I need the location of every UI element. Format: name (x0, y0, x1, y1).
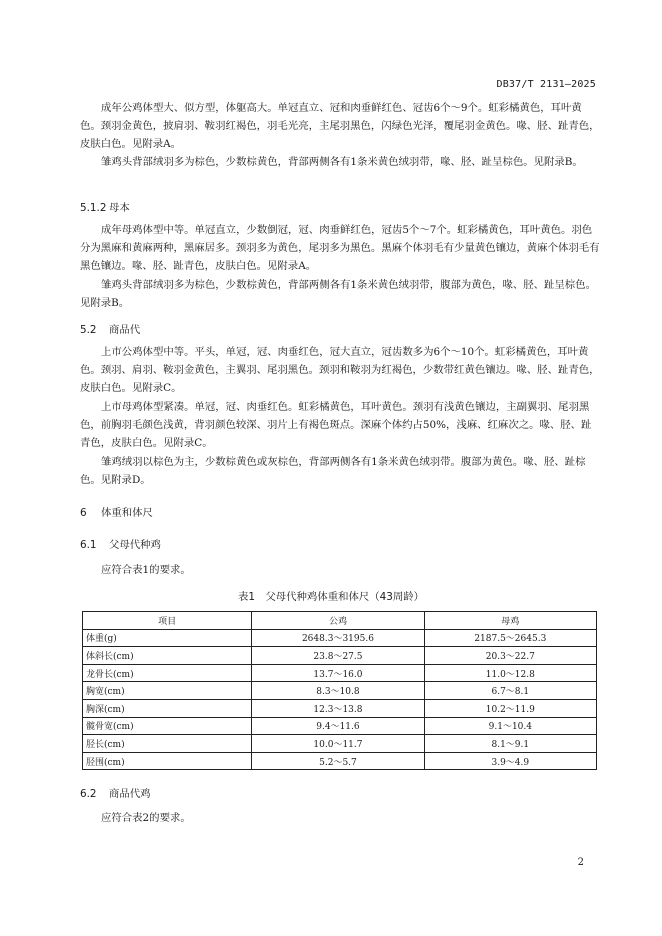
section-title: 商品代鸡 (109, 788, 151, 800)
table-cell: 2648.3～3195.6 (252, 629, 424, 647)
standard-code: DB37/T 2131—2025 (496, 79, 596, 90)
table-cell: 3.9～4.9 (424, 752, 596, 770)
female-chick-paragraph: 雏鸡头背部绒羽多为棕色，少数棕黄色，背部两侧各有1条米黄色绒羽带，腹部为黄色，喙、胫、趾呈棕色。见附录B。 (80, 279, 596, 310)
table-title: 表1 父母代种鸡体重和体尺（43周龄） (237, 591, 425, 603)
table-row (83, 717, 597, 735)
section-title: 母本 (109, 202, 130, 214)
body-measurement-table (82, 611, 597, 770)
table-cell: 8.1～9.1 (424, 735, 596, 753)
table-cell: 胸宽(cm) (83, 682, 252, 700)
table-cell: 胫长(cm) (83, 735, 252, 753)
table-cell: 2187.5～2645.3 (424, 629, 596, 647)
table-cell: 10.2～11.9 (424, 699, 596, 717)
column-header: 公鸡 (252, 612, 424, 630)
table-cell: 9.4～11.6 (252, 717, 424, 735)
table-cell: 10.0～11.7 (252, 735, 424, 753)
table-cell: 12.3～13.8 (252, 699, 424, 717)
table-row (83, 699, 597, 717)
table-header-row (83, 612, 597, 630)
column-header: 项目 (83, 612, 252, 630)
section-number: 5.2 (80, 324, 97, 336)
table-row (83, 664, 597, 682)
table-row (83, 752, 597, 770)
page-number: 2 (577, 857, 584, 868)
section-title: 商品代 (109, 324, 141, 336)
section-heading-6-2 (80, 785, 151, 800)
table-cell: 5.2～5.7 (252, 752, 424, 770)
male-chick-paragraph: 雏鸡头背部绒羽多为棕色，少数棕黄色，背部两侧各有1条米黄色绒羽带，喙、胫、趾呈棕色。见附录B。 (101, 156, 583, 168)
section-number: 5.1.2 (80, 202, 107, 214)
section-heading-5-1-2 (80, 199, 130, 214)
table-cell: 23.8～27.5 (252, 647, 424, 665)
female-description-paragraph: 成年母鸡体型中等。单冠直立，少数倒冠，冠、肉垂鲜红色，冠齿5个～7个。虹彩橘黄色，耳叶黄色。羽色分为黑麻和黄麻两种，黑麻居多。颈羽多为黄色，尾羽多为黑色。黑麻个体羽毛有少量黄色镶边，黄麻个体羽毛有黑色镶边。喙、胫、趾青色，皮肤白色。见附录A。 (80, 224, 600, 273)
section-heading-6-1 (80, 536, 161, 551)
table-cell: 髋骨宽(cm) (83, 717, 252, 735)
table-cell: 20.3～22.7 (424, 647, 596, 665)
section-number: 6.2 (80, 788, 97, 800)
section-number: 6.1 (80, 539, 97, 551)
section-title: 父母代种鸡 (109, 539, 161, 551)
section-heading-6 (80, 504, 153, 519)
table-cell: 11.0～12.8 (424, 664, 596, 682)
table-row (83, 735, 597, 753)
column-header: 母鸡 (424, 612, 596, 630)
commercial-male-paragraph: 上市公鸡体型中等。平头，单冠，冠、肉垂红色，冠大直立，冠齿数多为6个～10个。虹彩橘黄色，耳叶黄色。颈羽、肩羽、鞍羽金黄色，主翼羽、尾羽黑色。颈羽和鞍羽为红褐色，少数带红黄色镶边。喙、胫、趾青色，皮肤白色。见附录C。 (80, 346, 600, 395)
table-cell: 体重(g) (83, 629, 252, 647)
table-cell: 胸深(cm) (83, 699, 252, 717)
table-cell: 龙骨长(cm) (83, 664, 252, 682)
table-cell: 9.1～10.4 (424, 717, 596, 735)
section-heading-5-2 (80, 321, 140, 336)
table-cell: 6.7～8.1 (424, 682, 596, 700)
table-cell: 8.3～10.8 (252, 682, 424, 700)
table-cell: 胫围(cm) (83, 752, 252, 770)
table-row (83, 647, 597, 665)
section-title: 体重和体尺 (101, 507, 153, 519)
table-cell: 体斜长(cm) (83, 647, 252, 665)
requirement-paragraph: 应符合表1的要求。 (101, 564, 191, 576)
table-row (83, 629, 597, 647)
section-number: 6 (80, 507, 87, 519)
commercial-chick-paragraph: 雏鸡绒羽以棕色为主，少数棕黄色或灰棕色，背部两侧各有1条米黄色绒羽带。腹部为黄色。喙、胫、趾棕色。见附录D。 (80, 456, 586, 487)
table-row (83, 682, 597, 700)
commercial-female-paragraph: 上市母鸡体型紧凑。单冠，冠、肉垂红色。虹彩橘黄色，耳叶黄色。颈羽有浅黄色镶边，主副翼羽、尾羽黑色，前胸羽毛颜色浅黄，背羽颜色较深、羽片上有褐色斑点。深麻个体约占50%，浅麻、红麻次之。喙、胫、趾青色，皮肤白色。见附录C。 (80, 401, 592, 450)
male-description-paragraph: 成年公鸡体型大、似方型，体躯高大。单冠直立、冠和肉垂鲜红色、冠齿6个～9个。虹彩橘黄色，耳叶黄色。颈羽金黄色，披肩羽、鞍羽红褐色，羽毛光亮，主尾羽黑色，闪绿色光泽，覆尾羽金黄色。喙、胫、趾青色，皮肤白色。见附录A。 (80, 102, 600, 151)
requirement-paragraph: 应符合表2的要求。 (101, 812, 191, 824)
table-cell: 13.7～16.0 (252, 664, 424, 682)
